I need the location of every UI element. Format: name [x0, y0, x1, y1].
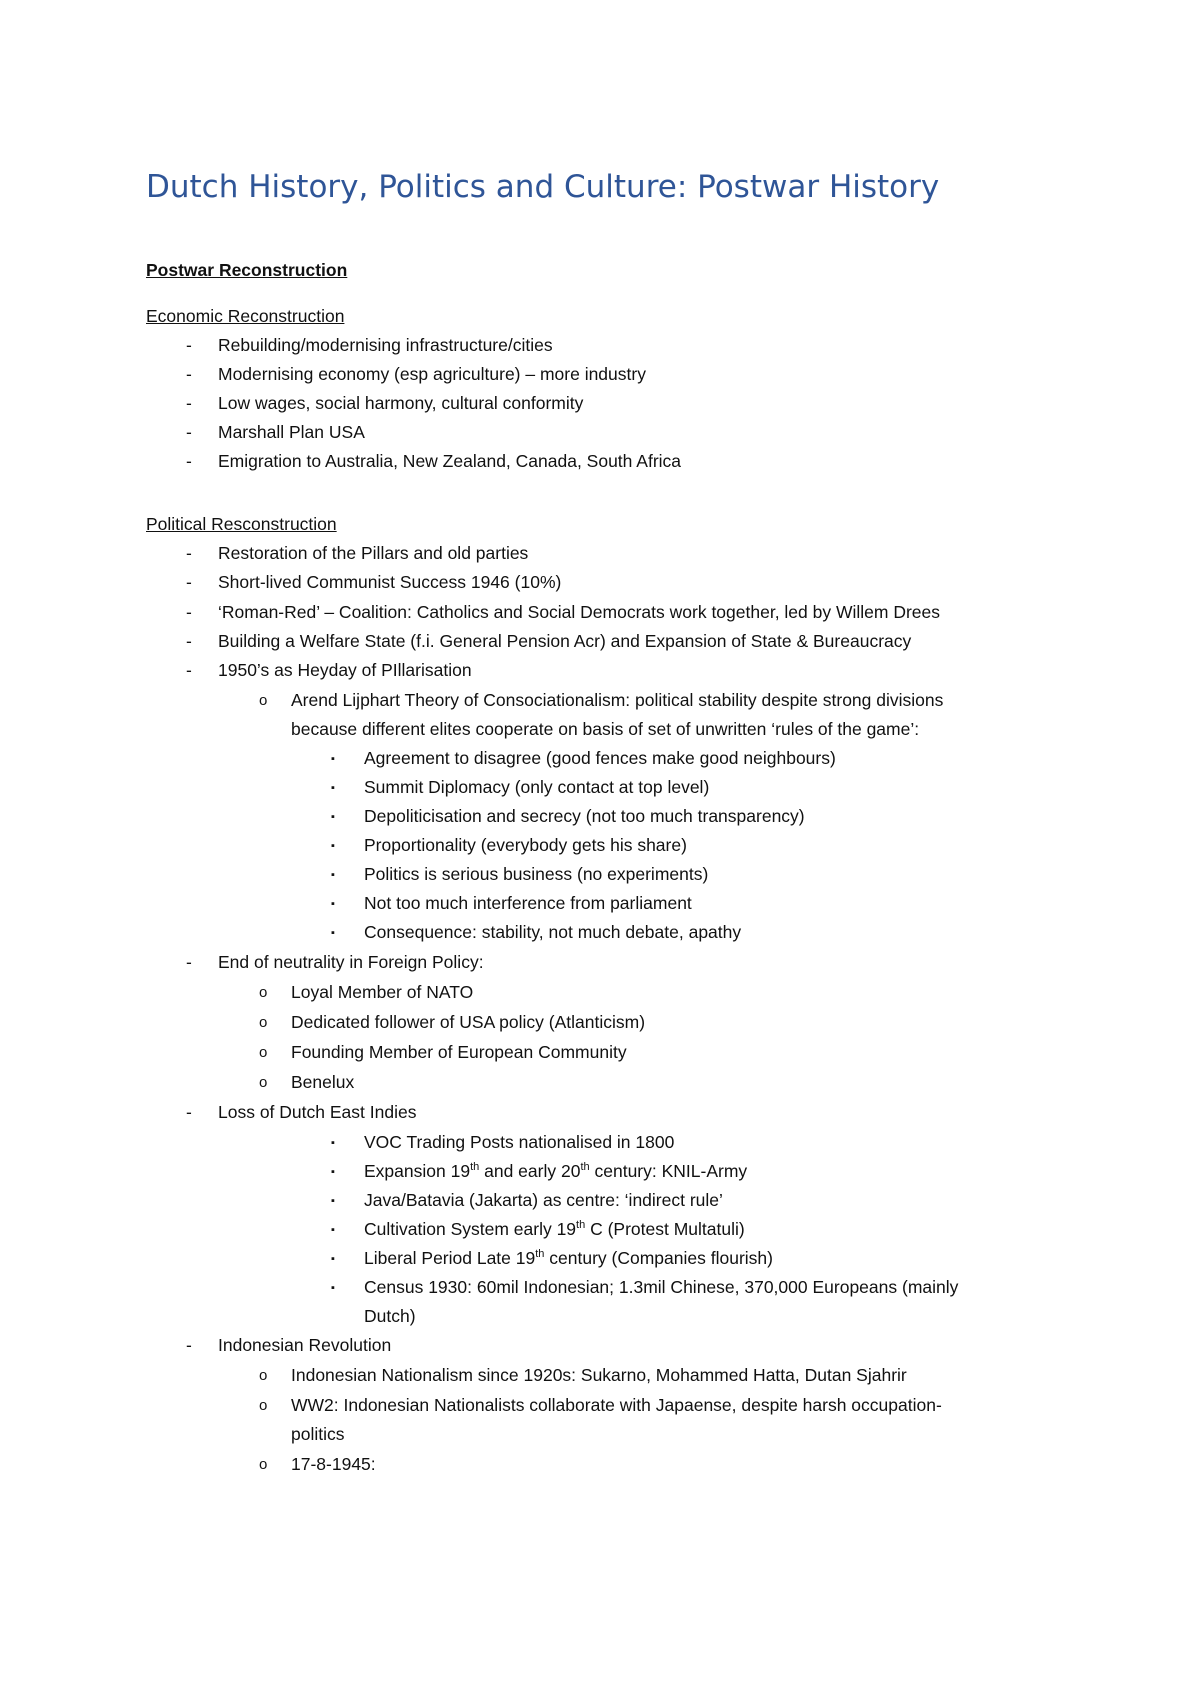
list-item: Modernising economy (esp agriculture) – more industry [218, 364, 646, 384]
square-bullet: ▪ [331, 869, 335, 881]
dash-bullet: - [186, 572, 192, 592]
superscript: th [470, 1161, 480, 1174]
subheading-political-reconstruction: Political Resconstruction [146, 514, 337, 534]
circle-bullet: o [259, 1044, 268, 1061]
dash-bullet: - [186, 660, 192, 680]
text-run: century: KNIL-Army [589, 1161, 748, 1181]
list-item: Java/Batavia (Jakarta) as centre: ‘indirect rule’ [364, 1190, 723, 1210]
list-item-continuation: Dutch) [364, 1306, 416, 1326]
list-item: Agreement to disagree (good fences make good neighbours) [364, 748, 836, 768]
circle-bullet: o [259, 1456, 268, 1473]
list-item: ‘Roman-Red’ – Coalition: Catholics and Social Democrats work together, led by Willem Drees [218, 602, 941, 622]
text-run: century (Companies flourish) [544, 1248, 773, 1268]
dash-bullet: - [186, 335, 192, 355]
list-item: Founding Member of European Community [291, 1042, 627, 1062]
list-item: Rebuilding/modernising infrastructure/cities [218, 335, 553, 355]
list-item: Marshall Plan USA [218, 422, 365, 442]
list-item: Proportionality (everybody gets his share) [364, 835, 687, 855]
list-item: Consequence: stability, not much debate, apathy [364, 922, 742, 942]
text-run: Cultivation System early 19 [364, 1219, 577, 1239]
list-item: WW2: Indonesian Nationalists collaborate with Japaense, despite harsh occupation- [291, 1395, 942, 1415]
dash-bullet: - [186, 422, 192, 442]
superscript: th [535, 1248, 545, 1261]
dash-bullet: - [186, 543, 192, 563]
list-item: Loyal Member of NATO [291, 982, 474, 1002]
square-bullet: ▪ [331, 927, 335, 939]
list-item: Indonesian Revolution [218, 1335, 392, 1355]
section-heading-postwar-reconstruction: Postwar Reconstruction [146, 260, 348, 280]
text-run: and early 20 [479, 1161, 581, 1181]
circle-bullet: o [259, 1014, 268, 1031]
list-item: VOC Trading Posts nationalised in 1800 [364, 1132, 675, 1152]
dash-bullet: - [186, 393, 192, 413]
list-item: End of neutrality in Foreign Policy: [218, 952, 484, 972]
list-item: Arend Lijphart Theory of Consociationalism: political stability despite strong divisions [291, 690, 944, 710]
list-item: Politics is serious business (no experiments) [364, 864, 709, 884]
list-item: 17-8-1945: [291, 1454, 376, 1474]
square-bullet: ▪ [331, 1195, 335, 1207]
list-item [364, 1246, 773, 1270]
square-bullet: ▪ [331, 1282, 335, 1294]
list-item: Summit Diplomacy (only contact at top level) [364, 777, 710, 797]
list-item: Benelux [291, 1072, 355, 1092]
square-bullet: ▪ [331, 1166, 335, 1178]
list-item: Short-lived Communist Success 1946 (10%) [218, 572, 562, 592]
dash-bullet: - [186, 952, 192, 972]
list-item: Low wages, social harmony, cultural conformity [218, 393, 584, 413]
list-item: Census 1930: 60mil Indonesian; 1.3mil Chinese, 370,000 Europeans (mainly [364, 1277, 959, 1297]
text-run: Expansion 19 [364, 1161, 471, 1181]
list-item: Restoration of the Pillars and old parties [218, 543, 529, 563]
list-item: 1950’s as Heyday of PIllarisation [218, 660, 472, 680]
list-item-continuation: because different elites cooperate on basis of set of unwritten ‘rules of the game’: [291, 719, 920, 739]
document-title: Dutch History, Politics and Culture: Postwar History [146, 169, 940, 205]
dash-bullet: - [186, 602, 192, 622]
dash-bullet: - [186, 1102, 192, 1122]
list-item: Dedicated follower of USA policy (Atlanticism) [291, 1012, 646, 1032]
list-item [364, 1159, 747, 1183]
dash-bullet: - [186, 451, 192, 471]
square-bullet: ▪ [331, 1224, 335, 1236]
dash-bullet: - [186, 631, 192, 651]
square-bullet: ▪ [331, 1253, 335, 1265]
square-bullet: ▪ [331, 898, 335, 910]
text-run: C (Protest Multatuli) [585, 1219, 745, 1239]
circle-bullet: o [259, 1367, 268, 1384]
square-bullet: ▪ [331, 782, 335, 794]
list-item-continuation: politics [291, 1424, 345, 1444]
dash-bullet: - [186, 1335, 192, 1355]
superscript: th [576, 1219, 586, 1232]
list-item: Loss of Dutch East Indies [218, 1102, 417, 1122]
circle-bullet: o [259, 1074, 268, 1091]
square-bullet: ▪ [331, 840, 335, 852]
square-bullet: ▪ [331, 1137, 335, 1149]
dash-bullet: - [186, 364, 192, 384]
list-item: Indonesian Nationalism since 1920s: Sukarno, Mohammed Hatta, Dutan Sjahrir [291, 1365, 907, 1385]
list-item: Not too much interference from parliament [364, 893, 692, 913]
superscript: th [580, 1161, 590, 1174]
circle-bullet: o [259, 692, 268, 709]
list-item [364, 1217, 745, 1241]
square-bullet: ▪ [331, 753, 335, 765]
subheading-economic-reconstruction: Economic Reconstruction [146, 306, 345, 326]
circle-bullet: o [259, 1397, 268, 1414]
square-bullet: ▪ [331, 811, 335, 823]
circle-bullet: o [259, 984, 268, 1001]
list-item: Building a Welfare State (f.i. General Pension Acr) and Expansion of State & Bureaucracy [218, 631, 912, 651]
text-run: Liberal Period Late 19 [364, 1248, 536, 1268]
list-item: Depoliticisation and secrecy (not too much transparency) [364, 806, 805, 826]
list-item: Emigration to Australia, New Zealand, Canada, South Africa [218, 451, 682, 471]
